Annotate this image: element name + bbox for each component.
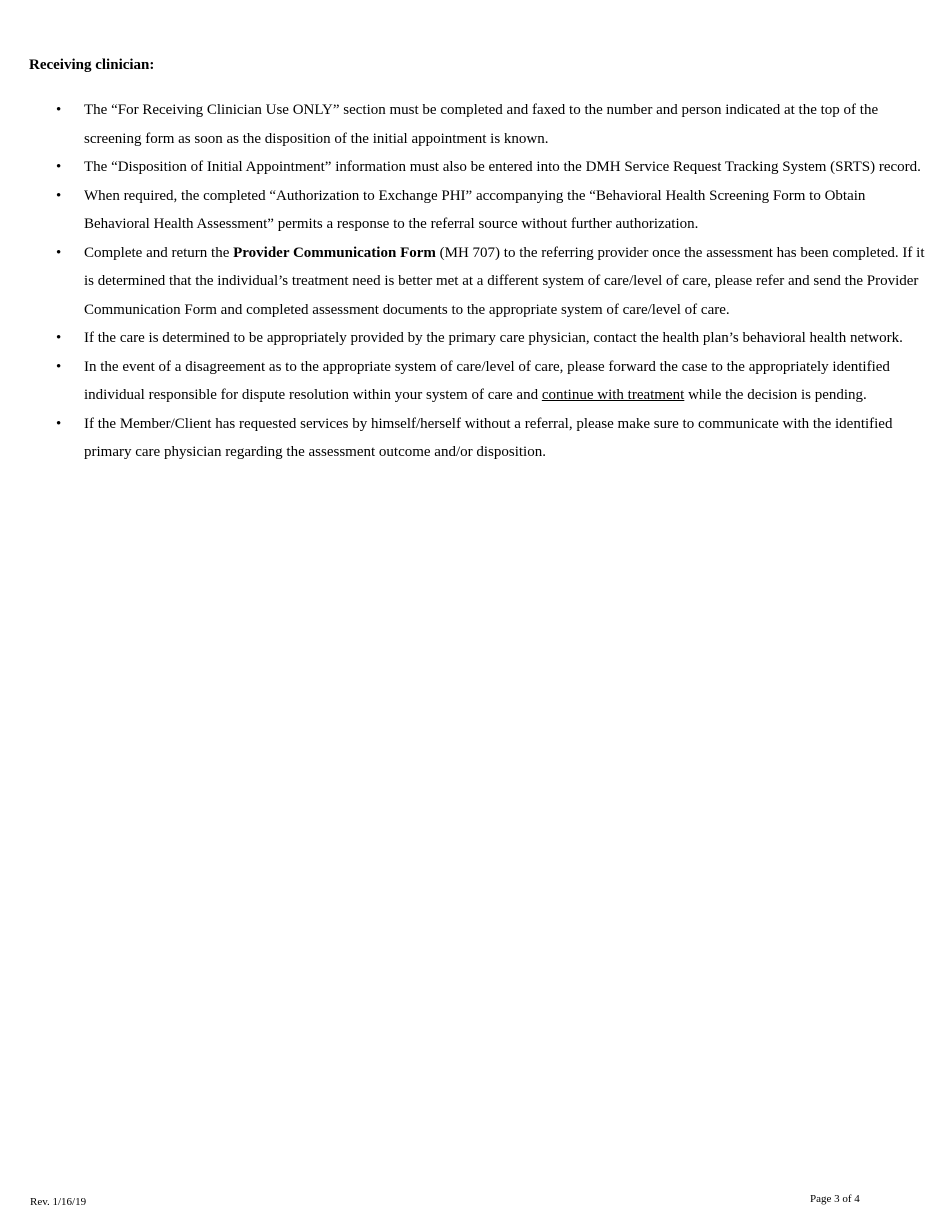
- revision-date: Rev. 1/16/19: [30, 1196, 87, 1208]
- list-item: [56, 324, 926, 353]
- list-item: [56, 353, 926, 410]
- list-item-text: If the Member/Client has requested services by himself/herself without a referral, please make sure to communicate with the identified primary care physician regarding the assessment outcome and/or disposition.: [84, 415, 893, 460]
- bullet-icon: •: [56, 330, 62, 346]
- bullet-icon: •: [56, 159, 62, 175]
- list-item: [56, 410, 926, 467]
- form-name-emphasis: Provider Communication Form: [233, 244, 436, 261]
- bullet-icon: •: [56, 244, 62, 261]
- bullet-icon: •: [56, 187, 62, 204]
- section-heading: Receiving clinician:: [29, 57, 155, 73]
- list-item-text: When required, the completed “Authorization to Exchange PHI” accompanying the “Behavioral Health Screening Form to Obtain Behavioral Health Assessment” permits a response to the referral source without further authorization.: [84, 187, 866, 232]
- page-number: Page 3 of 4: [810, 1193, 860, 1205]
- list-item-text: If the care is determined to be appropriately provided by the primary care physician, contact the health plan’s behavioral health network.: [84, 330, 903, 346]
- bullet-icon: •: [56, 358, 62, 375]
- list-item-text-start: Complete and return the: [84, 244, 234, 261]
- bullet-icon: •: [56, 415, 62, 432]
- list-item-text-end: while the decision is pending.: [684, 387, 867, 403]
- list-item-text-start: In the event of a disagreement as to the appropriate system of care/level of care, please forward the case to the appropriately identified individual responsible for dispute resolution within your system of care and: [84, 358, 890, 403]
- list-item-text-end: (MH 707) to the referring provider once the assessment has been completed. If it is determined that the individual’s treatment need is better met at a different system of care/level of care, please refer and send the Provider Communication Form and completed assessment documents to the appropriate system of care/level of care.: [84, 244, 925, 318]
- list-item-text: The “Disposition of Initial Appointment” information must also be entered into the DMH Service Request Tracking System (SRTS) record.: [84, 159, 921, 175]
- instruction-list: [56, 96, 926, 467]
- list-item: [56, 96, 926, 153]
- bullet-icon: •: [56, 102, 62, 118]
- list-item: [56, 182, 926, 239]
- list-item-text: The “For Receiving Clinician Use ONLY” section must be completed and faxed to the number and person indicated at the top of the screening form as soon as the disposition of the initial appointment is known.: [84, 102, 879, 147]
- continue-treatment-emphasis: continue with treatment: [541, 387, 685, 403]
- list-item: [56, 239, 926, 325]
- list-item: [56, 153, 926, 182]
